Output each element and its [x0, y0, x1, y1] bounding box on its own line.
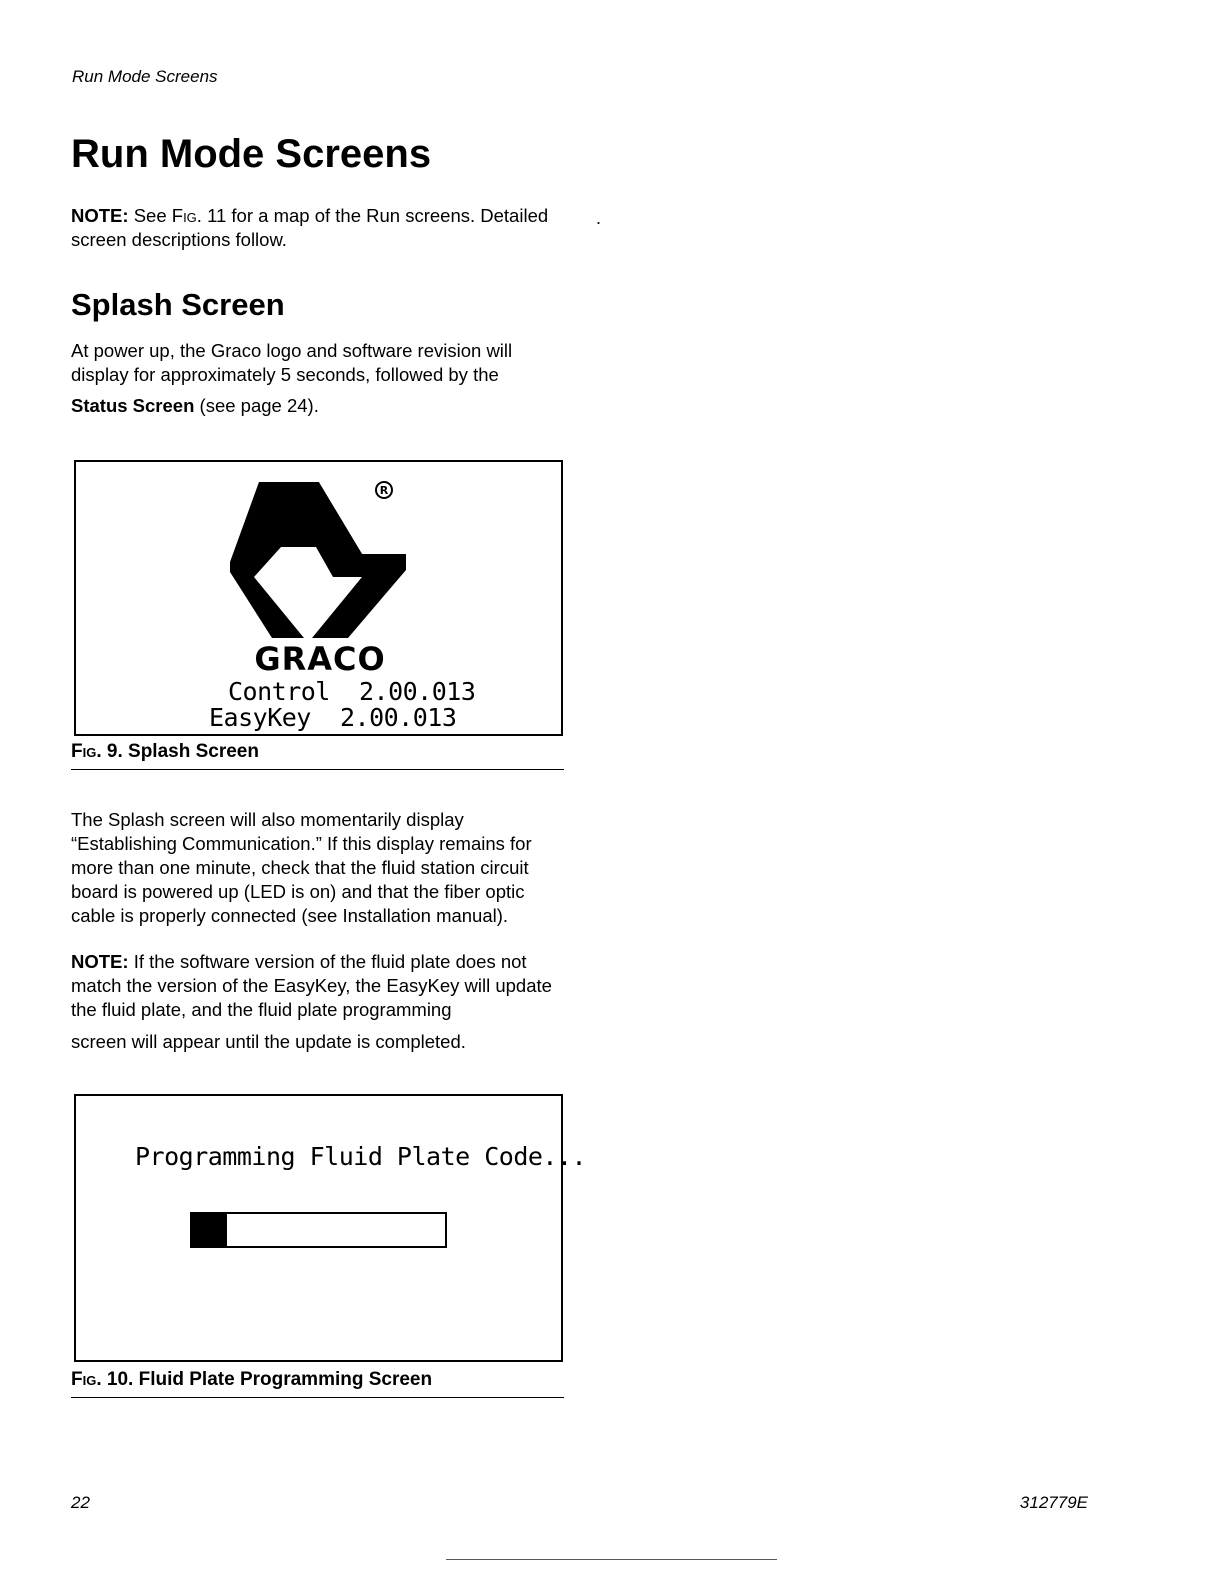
note-text-1: See — [128, 205, 172, 226]
caption-text-2: . 10. Fluid Plate Programming Screen — [96, 1369, 433, 1390]
note-paragraph-2-tail: screen will appear until the update is completed. — [71, 1031, 466, 1052]
control-version: Control 2.00.013 — [228, 677, 476, 706]
note-label: NOTE: — [71, 205, 129, 226]
note-text-3: If the software version of the fluid plate does not match the version of the EasyKey, the EasyKey will update the fluid plate, and the fluid plate programming — [71, 951, 552, 1020]
programming-message: Programming Fluid Plate Code... — [135, 1142, 587, 1171]
document-number: 312779E — [1019, 1493, 1088, 1512]
link-underline — [446, 1559, 777, 1560]
section-heading-splash: Splash Screen — [71, 287, 285, 322]
note-text-2: . 11 for a map of the Run screens. Detailed screen descriptions follow. — [71, 205, 549, 250]
splash-paragraph: At power up, the Graco logo and software revision will display for approximately 5 seconds, followed by the — [71, 340, 513, 385]
progress-fill — [192, 1214, 227, 1246]
progress-bar — [190, 1212, 447, 1248]
establishing-paragraph: The Splash screen will also momentarily display “Establishing Communication.” If this display remains for more than one minute, check that the fluid station circuit board is powered up (LED is on) and that the fiber optic cable is properly connected (see Installation manual). — [71, 809, 532, 926]
easykey-version: EasyKey 2.00.013 — [209, 703, 457, 732]
caption-text: . 9. Splash Screen — [96, 741, 259, 762]
page-title: Run Mode Screens — [71, 132, 432, 176]
page-number: 22 — [71, 1493, 90, 1512]
note-paragraph-2 — [71, 950, 571, 1022]
registered-letter: R — [379, 484, 389, 497]
note-label-2: NOTE: — [71, 951, 129, 972]
brand-wordmark: GRACO — [254, 640, 386, 678]
splash-screen-figure — [74, 460, 563, 736]
caption-fig-label: Fig — [71, 741, 97, 762]
programming-screen-figure — [74, 1094, 587, 1362]
page-reference: (see page 24). — [194, 395, 319, 416]
figure-caption-9 — [71, 741, 564, 770]
figure-caption-10 — [71, 1369, 564, 1398]
fig-reference: Fig — [171, 205, 197, 226]
caption-fig-label-2: Fig — [71, 1369, 97, 1390]
status-screen-link: Status Screen — [71, 395, 195, 416]
running-header: Run Mode Screens — [72, 67, 218, 86]
note-paragraph — [71, 204, 571, 252]
stray-mark: . — [596, 208, 602, 228]
splash-paragraph-tail — [71, 394, 571, 418]
